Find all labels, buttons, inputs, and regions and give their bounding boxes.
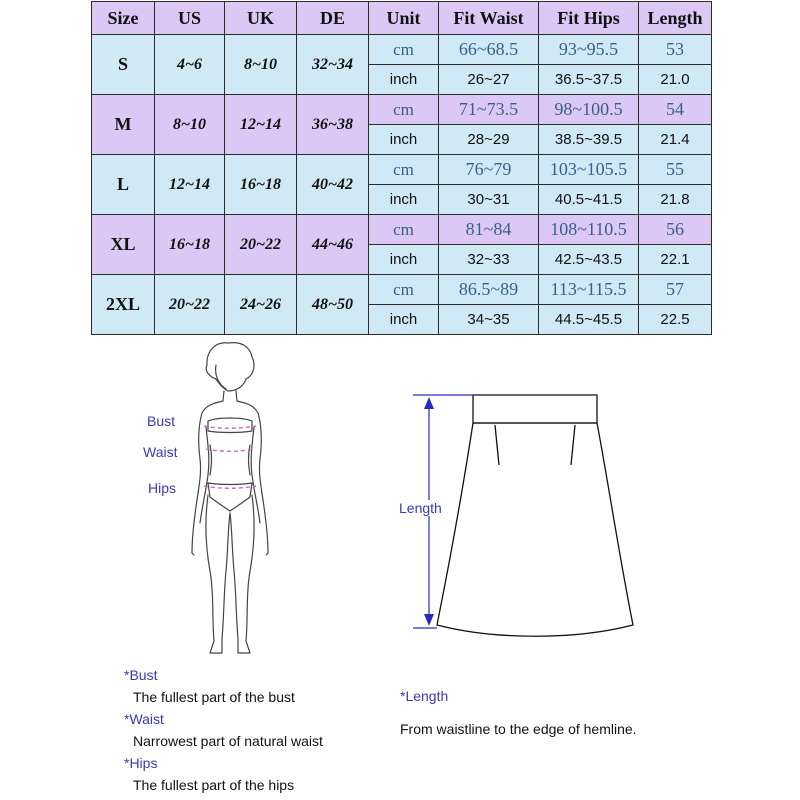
us-size: 20~22 (155, 275, 225, 335)
bust-note-desc: The fullest part of the bust (133, 689, 295, 705)
us-size: 16~18 (155, 215, 225, 275)
unit-cell: inch (369, 305, 439, 335)
header-length: Length (639, 2, 712, 35)
uk-size: 8~10 (225, 35, 297, 95)
us-size: 4~6 (155, 35, 225, 95)
bust-label: Bust (147, 413, 176, 429)
header-size: Size (92, 2, 155, 35)
waist-note-desc: Narrowest part of natural waist (133, 733, 323, 749)
length-note-desc: From waistline to the edge of hemline. (400, 721, 637, 737)
length-inch: 21.4 (639, 125, 712, 155)
hips-inch: 42.5~43.5 (539, 245, 639, 275)
header-fit-waist: Fit Waist (439, 2, 539, 35)
waist-cm: 71~73.5 (439, 95, 539, 125)
hips-cm: 108~110.5 (539, 215, 639, 245)
waist-note-title: *Waist (124, 711, 164, 727)
length-cm: 55 (639, 155, 712, 185)
hips-label: Hips (148, 480, 177, 496)
size-label: M (92, 95, 155, 155)
size-label: S (92, 35, 155, 95)
table-row (92, 215, 712, 245)
size-chart-table (91, 1, 712, 335)
bust-note-title: *Bust (124, 667, 158, 683)
header-unit: Unit (369, 2, 439, 35)
length-inch: 21.8 (639, 185, 712, 215)
waist-cm: 66~68.5 (439, 35, 539, 65)
waist-cm: 86.5~89 (439, 275, 539, 305)
body-outline-icon (180, 335, 290, 660)
unit-cell: cm (369, 35, 439, 65)
hips-inch: 44.5~45.5 (539, 305, 639, 335)
length-inch: 21.0 (639, 65, 712, 95)
waist-inch: 30~31 (439, 185, 539, 215)
unit-cell: cm (369, 155, 439, 185)
de-size: 44~46 (297, 215, 369, 275)
uk-size: 24~26 (225, 275, 297, 335)
waist-inch: 26~27 (439, 65, 539, 95)
us-size: 8~10 (155, 95, 225, 155)
hips-cm: 93~95.5 (539, 35, 639, 65)
uk-size: 16~18 (225, 155, 297, 215)
length-inch: 22.5 (639, 305, 712, 335)
header-us: US (155, 2, 225, 35)
hips-cm: 98~100.5 (539, 95, 639, 125)
hips-inch: 38.5~39.5 (539, 125, 639, 155)
waist-inch: 28~29 (439, 125, 539, 155)
size-label: XL (92, 215, 155, 275)
waist-cm: 76~79 (439, 155, 539, 185)
size-label: 2XL (92, 275, 155, 335)
unit-cell: inch (369, 185, 439, 215)
length-cm: 56 (639, 215, 712, 245)
hips-note-desc: The fullest part of the hips (133, 777, 295, 793)
length-cm: 53 (639, 35, 712, 65)
unit-cell: inch (369, 65, 439, 95)
length-inch: 22.1 (639, 245, 712, 275)
waist-cm: 81~84 (439, 215, 539, 245)
length-label: Length (399, 500, 442, 516)
waist-inch: 32~33 (439, 245, 539, 275)
unit-cell: cm (369, 95, 439, 125)
header-uk: UK (225, 2, 297, 35)
hips-cm: 113~115.5 (539, 275, 639, 305)
us-size: 12~14 (155, 155, 225, 215)
size-label: L (92, 155, 155, 215)
de-size: 32~34 (297, 35, 369, 95)
hips-inch: 36.5~37.5 (539, 65, 639, 95)
table-row (92, 35, 712, 65)
unit-cell: inch (369, 245, 439, 275)
table-row (92, 155, 712, 185)
hips-note-title: *Hips (124, 755, 158, 771)
waist-inch: 34~35 (439, 305, 539, 335)
de-size: 48~50 (297, 275, 369, 335)
length-cm: 57 (639, 275, 712, 305)
header-fit-hips: Fit Hips (539, 2, 639, 35)
hips-inch: 40.5~41.5 (539, 185, 639, 215)
waist-label: Waist (143, 444, 178, 460)
unit-cell: cm (369, 215, 439, 245)
table-row (92, 275, 712, 305)
hips-cm: 103~105.5 (539, 155, 639, 185)
table-row (92, 95, 712, 125)
header-de: DE (297, 2, 369, 35)
length-cm: 54 (639, 95, 712, 125)
unit-cell: cm (369, 275, 439, 305)
de-size: 40~42 (297, 155, 369, 215)
table-header-row (92, 2, 712, 35)
length-note-title: *Length (400, 688, 449, 704)
de-size: 36~38 (297, 95, 369, 155)
uk-size: 20~22 (225, 215, 297, 275)
unit-cell: inch (369, 125, 439, 155)
uk-size: 12~14 (225, 95, 297, 155)
